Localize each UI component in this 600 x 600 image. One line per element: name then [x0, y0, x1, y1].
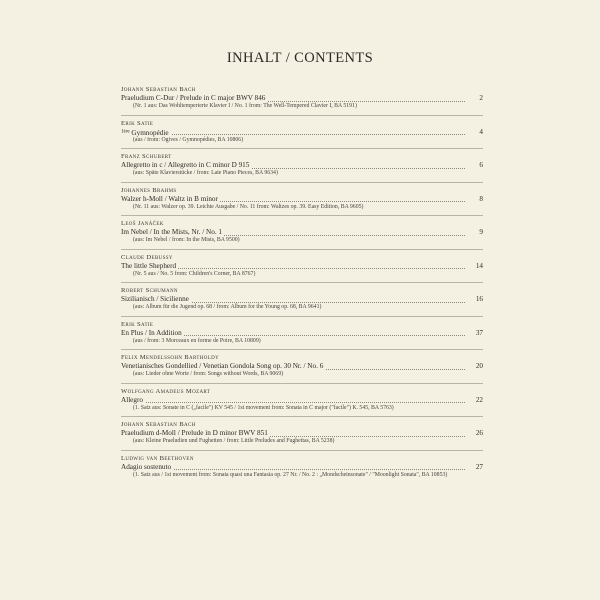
entry-divider: [121, 148, 483, 149]
work-title-line: [121, 429, 483, 438]
toc-entry: [121, 388, 483, 413]
work-source: (1. Satz aus: Sonate in C („facile") KV 545 / 1st movement from: Sonata in C major ("facile") K. 545, BA 5763): [133, 404, 394, 411]
work-title: Sizilianisch / Sicilienne: [121, 295, 189, 303]
work-title: Allegretto in c / Allegretto in C minor D 915: [121, 161, 250, 169]
toc-entry: [121, 220, 483, 245]
work-source: (Nr. 5 aus / No. 5 from: Children's Corner, BA 8767): [133, 270, 256, 277]
entry-divider: [121, 383, 483, 384]
toc-entry: [121, 153, 483, 178]
toc-entry: [121, 287, 483, 312]
entry-divider: [121, 182, 483, 183]
work-title-line: [121, 228, 483, 237]
work-title: The little Shepherd: [121, 261, 177, 270]
work-title-line: [121, 94, 483, 103]
work-source: (aus / from: 3 Morceaux en forme de Poire, BA 10809): [133, 337, 261, 344]
work-title-superscript: 1ère: [121, 129, 130, 135]
composer-name: Wolfgang Amadeus Mozart: [121, 387, 211, 395]
work-title-line: [121, 329, 483, 338]
work-source: (aus: Album für die Jugend op. 68 / from: Album for the Young op. 68, BA 9641): [133, 304, 322, 310]
work-source: (aus: Lieder ohne Worte / from: Songs without Words, BA 9069): [133, 371, 284, 377]
page-number: 4: [476, 128, 483, 137]
composer-name: Johann Sebastian Bach: [121, 421, 196, 428]
composer-name: Johannes Brahms: [121, 186, 177, 194]
page-number: 14: [473, 262, 483, 271]
page-number: 9: [476, 228, 483, 237]
page-number: 6: [476, 161, 483, 170]
entry-divider: [121, 249, 483, 250]
work-title: Praeludium C-Dur / Prelude in C major BWV 846: [121, 94, 266, 102]
page-title: INHALT / CONTENTS: [226, 50, 374, 66]
work-title-group: [121, 129, 171, 137]
composer-name: Ludwig van Beethoven: [121, 454, 194, 462]
page-number: 26: [473, 429, 483, 438]
entry-divider: [121, 316, 483, 317]
work-title-line: [121, 262, 483, 271]
page-number: 27: [473, 463, 483, 472]
composer-name: Claude Debussy: [121, 253, 173, 261]
composer-name: Franz Schubert: [121, 153, 172, 160]
work-title: Walzer h-Moll / Waltz in B minor: [121, 194, 218, 203]
work-source: (aus: Kleine Praeludien und Fughetten / from: Little Preludes and Fughettas, BA 5238): [133, 438, 335, 444]
toc-entry: [121, 455, 483, 480]
work-source: (1. Satz aus / 1st movement from: Sonata quasi una Fantasia op. 27 Nr. / No. 2 : „Mondscheinsonate" / "Moonlight Sonata", BA 10853): [133, 471, 448, 478]
work-title: Im Nebel / In the Mists, Nr. / No. 1: [121, 228, 223, 236]
toc-entry: [121, 321, 483, 346]
work-title: Allegro: [121, 395, 143, 404]
composer-name: Johann Sebastian Bach: [121, 86, 196, 93]
work-source: (Nr. 11 aus: Walzer op. 39. Leichte Ausgabe / No. 11 from: Waltzes op. 39. Easy Edition, BA 9605): [133, 203, 364, 210]
composer-name: Erik Satie: [121, 119, 154, 127]
work-title-line: [121, 195, 483, 204]
toc-entry: [121, 354, 483, 379]
work-source: (Nr. 1 aus: Das Wohltemperierte Klavier I / No. 1 from: The Well-Tempered Clavier I, BA 5191): [133, 103, 357, 109]
composer-name: Leoš Janáček: [121, 220, 164, 227]
page-number: 16: [473, 295, 483, 304]
entry-divider: [121, 215, 483, 216]
work-title: Venetianisches Gondellied / Venetian Gondola Song op. 30 Nr. / No. 6: [121, 362, 324, 370]
toc-entry: [121, 120, 483, 145]
page-number: 8: [476, 195, 483, 204]
work-source: (aus / from: Ogives / Gymnopédies, BA 10806): [133, 136, 244, 143]
page-number: 37: [473, 329, 483, 338]
work-title: En Plus / In Addition: [121, 328, 182, 337]
work-title: Adagio sostenuto: [121, 462, 172, 471]
contents-list: [121, 86, 483, 479]
work-source: (aus: Im Nebel / from: In the Mists, BA 9500): [133, 237, 240, 243]
work-title: Praeludium d-Moll / Prelude in D minor BWV 851: [121, 429, 268, 437]
work-title-line: [121, 161, 483, 170]
toc-entry: [121, 86, 483, 111]
work-source: (aus: Späte Klavierstücke / from: Late Piano Pieces, BA 9634): [133, 170, 278, 176]
page-number: 20: [473, 362, 483, 371]
work-title: Gymnopédie: [131, 129, 169, 137]
work-title-line: [121, 463, 483, 472]
work-title-line: [121, 396, 483, 405]
entry-divider: [121, 282, 483, 283]
work-title-line: [121, 128, 483, 137]
composer-name: Felix Mendelssohn Bartholdy: [121, 354, 220, 361]
toc-entry: [121, 254, 483, 279]
page-number: 22: [473, 396, 483, 405]
work-title-line: [121, 295, 483, 304]
entry-divider: [121, 450, 483, 451]
toc-entry: [121, 421, 483, 446]
composer-name: Erik Satie: [121, 320, 154, 328]
page-number: 2: [476, 94, 483, 103]
composer-name: Robert Schumann: [121, 287, 178, 294]
entry-divider: [121, 416, 483, 417]
entry-divider: [121, 349, 483, 350]
work-title-line: [121, 362, 483, 371]
toc-entry: [121, 187, 483, 212]
entry-divider: [121, 115, 483, 116]
